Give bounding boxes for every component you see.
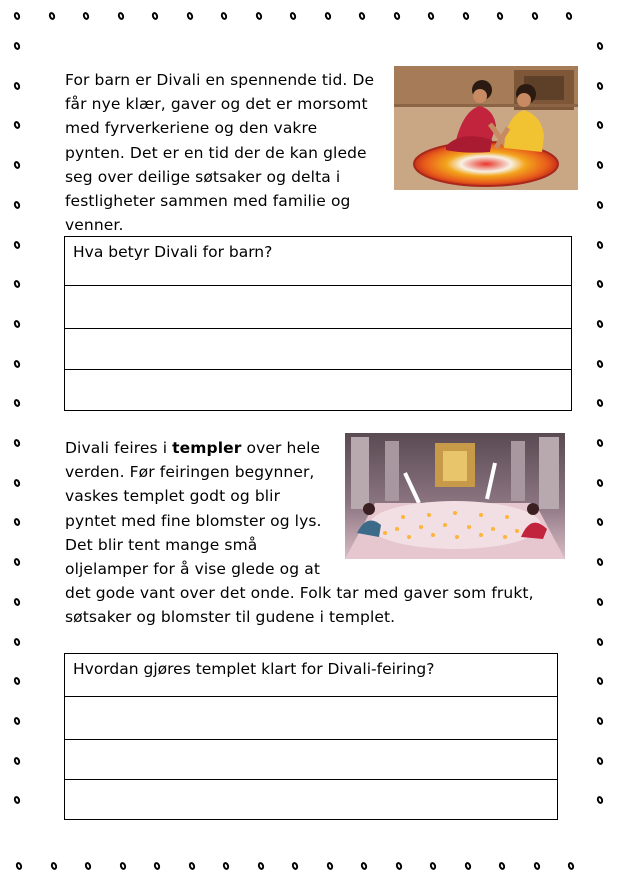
border-dot (596, 279, 604, 289)
border-dot (289, 11, 297, 21)
border-dot (13, 200, 21, 210)
answer-line-3[interactable] (65, 779, 557, 820)
border-dot (532, 861, 540, 871)
text-line: pyntet med fine blomster og lys. (65, 511, 322, 530)
border-dot (222, 861, 230, 871)
border-dot (596, 676, 604, 686)
text-segment: Divali feires i (65, 439, 173, 457)
answer-box-children (64, 236, 572, 411)
border-dot (13, 121, 21, 131)
border-dot (429, 861, 437, 871)
answer-line-2[interactable] (65, 328, 571, 370)
question-row (65, 237, 571, 286)
border-dot (151, 11, 159, 21)
border-dot (358, 11, 366, 21)
border-dot (596, 359, 604, 369)
border-dot (392, 11, 400, 21)
border-dot (13, 319, 21, 329)
border-dot (530, 11, 538, 21)
border-dot (84, 861, 92, 871)
border-dot (596, 637, 604, 647)
text-line: med fyrverkeriene og den vakre (65, 119, 318, 138)
border-dot (596, 399, 604, 409)
border-dot (13, 11, 21, 21)
border-dot (13, 41, 21, 51)
text-line: pynten. Det er en tid der de kan glede (65, 143, 367, 162)
border-dot (596, 41, 604, 51)
border-dot (498, 861, 506, 871)
border-dot (461, 11, 469, 21)
border-dot (596, 319, 604, 329)
border-dot (596, 438, 604, 448)
border-dot (496, 11, 504, 21)
border-dot (13, 716, 21, 726)
bold-word-templer: templer (172, 439, 242, 457)
border-dot (13, 359, 21, 369)
border-dot (13, 438, 21, 448)
text-line: får nye klær, gaver og det er morsomt (65, 95, 368, 114)
temple-lamps-photo (345, 433, 565, 559)
border-dot (596, 240, 604, 250)
border-dot (13, 796, 21, 806)
answer-box-temple (64, 653, 558, 820)
border-dot (47, 11, 55, 21)
border-dot (360, 861, 368, 871)
question-row (65, 654, 557, 697)
border-dot (596, 160, 604, 170)
border-dot (13, 557, 21, 567)
border-dot (13, 518, 21, 528)
border-dot (596, 796, 604, 806)
text-line: Det blir tent mange små (65, 535, 258, 554)
border-dot (596, 557, 604, 567)
border-dot (291, 861, 299, 871)
question-temple: Hvordan gjøres templet klart for Divali-feiring? (73, 660, 435, 678)
border-dot (15, 861, 23, 871)
border-dot (13, 279, 21, 289)
border-dot (13, 160, 21, 170)
answer-line-3[interactable] (65, 369, 571, 411)
border-dot (118, 861, 126, 871)
text-line: seg over deilige søtsaker og delta i (65, 167, 341, 186)
question-children: Hva betyr Divali for barn? (73, 243, 273, 261)
text-line: For barn er Divali en spennende tid. De (65, 71, 375, 89)
border-dot (254, 11, 262, 21)
border-dot (82, 11, 90, 21)
border-dot (463, 861, 471, 871)
answer-line-1[interactable] (65, 285, 571, 329)
text-line: venner. (65, 216, 124, 235)
text-line: verden. Før feiringen begynner, (65, 463, 315, 482)
border-dot (256, 861, 264, 871)
text-line: festligheter sammen med familie og (65, 192, 351, 211)
border-dot (565, 11, 573, 21)
border-dot (596, 597, 604, 607)
border-dot (13, 81, 21, 91)
text-line: oljelamper for å vise glede og at (65, 560, 321, 579)
border-dot (596, 716, 604, 726)
border-dot (13, 637, 21, 647)
answer-line-2[interactable] (65, 739, 557, 780)
border-dot (596, 756, 604, 766)
text-line: det gode vant over det onde. Folk tar med gaver som frukt, (65, 584, 534, 603)
border-dot (220, 11, 228, 21)
border-dot (13, 478, 21, 488)
border-dot (323, 11, 331, 21)
border-dot (13, 676, 21, 686)
border-dot (596, 200, 604, 210)
border-dot (185, 11, 193, 21)
border-dot (596, 518, 604, 528)
border-dot (49, 861, 57, 871)
answer-line-1[interactable] (65, 696, 557, 740)
border-dot (13, 399, 21, 409)
border-dot (116, 11, 124, 21)
border-dot (13, 756, 21, 766)
border-dot (596, 478, 604, 488)
border-dot (596, 81, 604, 91)
border-dot (153, 861, 161, 871)
border-dot (567, 861, 575, 871)
border-dot (13, 240, 21, 250)
text-line: søtsaker og blomster til gudene i templet. (65, 608, 396, 627)
border-dot (596, 121, 604, 131)
border-dot (394, 861, 402, 871)
border-dot (13, 597, 21, 607)
text-line: vaskes templet godt og blir (65, 487, 281, 506)
text-segment: over hele (241, 439, 321, 457)
border-dot (187, 861, 195, 871)
border-dot (427, 11, 435, 21)
border-dot (325, 861, 333, 871)
children-rangoli-photo (394, 66, 578, 190)
paragraph-children-divali (65, 68, 374, 237)
